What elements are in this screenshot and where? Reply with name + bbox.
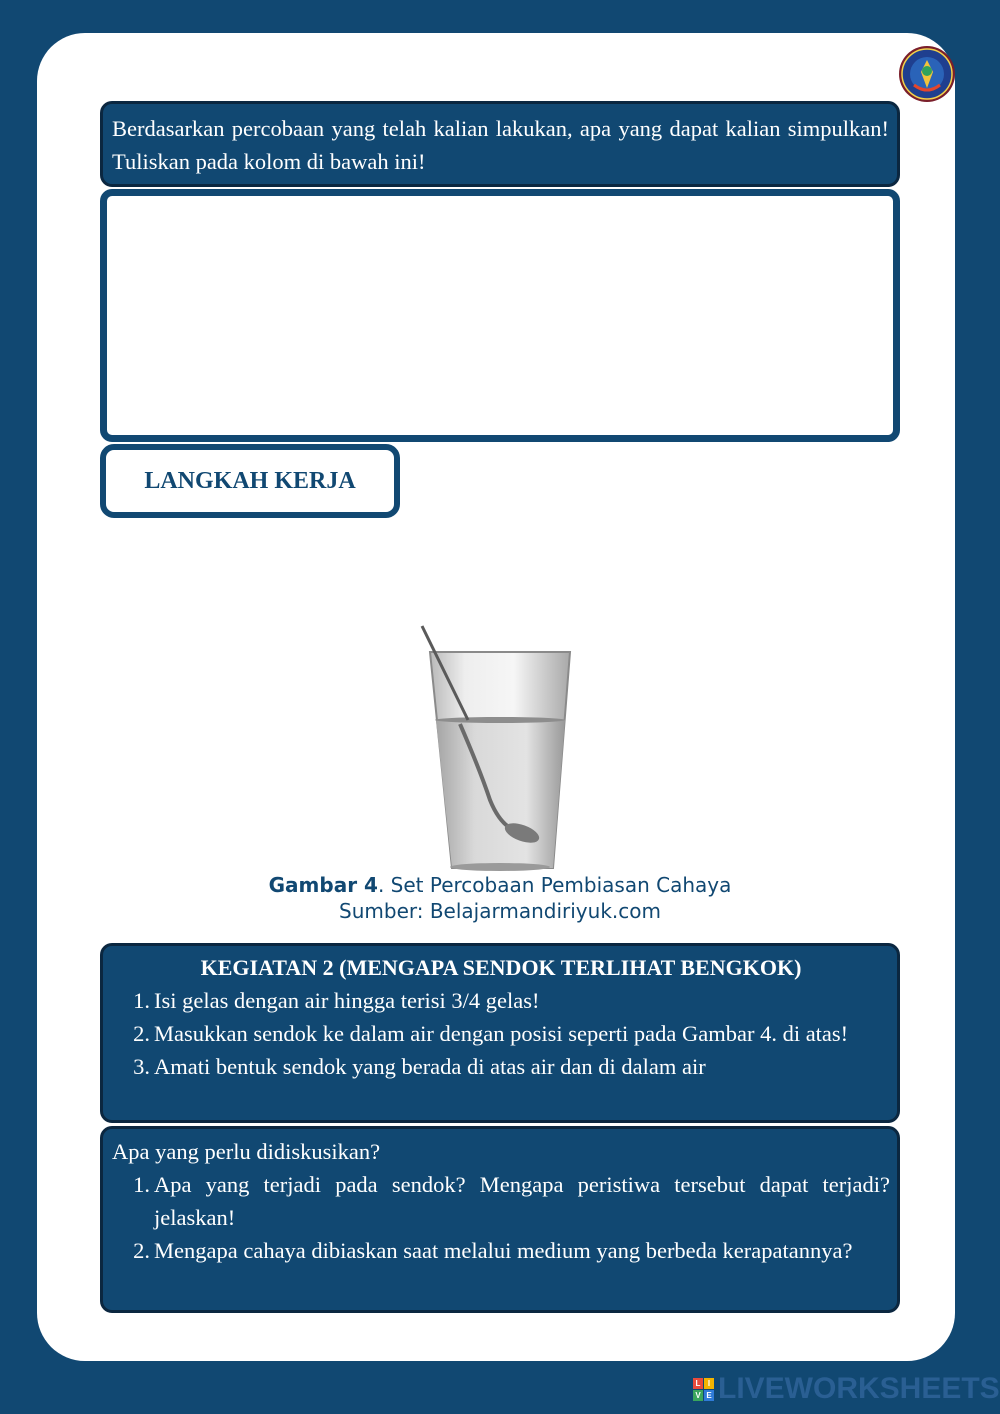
figure-caption <box>200 872 800 924</box>
diskusi-title: Apa yang perlu didiskusikan? <box>112 1139 381 1164</box>
figure-caption-line <box>200 872 800 898</box>
instruction-text: Berdasarkan percobaan yang telah kalian lakukan, apa yang dapat kalian simpulkan! Tuliskan pada kolom di bawah ini! <box>112 116 889 174</box>
answer-box[interactable] <box>100 189 900 442</box>
kegiatan-steps <box>112 984 890 1083</box>
watermark-text: LIVEWORKSHEETS <box>718 1372 1000 1405</box>
langkah-kerja-label: LANGKAH KERJA <box>100 444 400 518</box>
kegiatan-title: KEGIATAN 2 (MENGAPA SENDOK TERLIHAT BENGKOK) <box>200 955 802 980</box>
liveworksheets-icon: L I V E <box>693 1378 714 1401</box>
diskusi-questions <box>112 1168 890 1267</box>
kegiatan-box <box>100 943 900 1123</box>
figure-number: Gambar 4 <box>268 873 378 897</box>
list-item: 1. Isi gelas dengan air hingga terisi 3/4 gelas! <box>133 988 540 1013</box>
list-item: 2. Mengapa cahaya dibiaskan saat melalui medium yang berbeda kerapatannya? <box>133 1238 853 1263</box>
answer-textarea[interactable] <box>107 196 893 435</box>
figure-source: Sumber: Belajarmandiriyuk.com <box>339 899 661 923</box>
diskusi-box <box>100 1126 900 1313</box>
glass-spoon-image <box>410 620 590 875</box>
list-item: 2. Masukkan sendok ke dalam air dengan posisi seperti pada Gambar 4. di atas! <box>133 1021 849 1046</box>
figure-title: . Set Percobaan Pembiasan Cahaya <box>377 873 732 897</box>
institution-logo-icon <box>898 45 956 103</box>
list-item: 3. Amati bentuk sendok yang berada di atas air dan di dalam air <box>133 1054 706 1079</box>
list-item: 1. Apa yang terjadi pada sendok? Mengapa peristiwa tersebut dapat terjadi? jelaskan! <box>133 1172 890 1230</box>
instruction-box <box>100 101 900 187</box>
liveworksheets-watermark <box>693 1372 1000 1405</box>
